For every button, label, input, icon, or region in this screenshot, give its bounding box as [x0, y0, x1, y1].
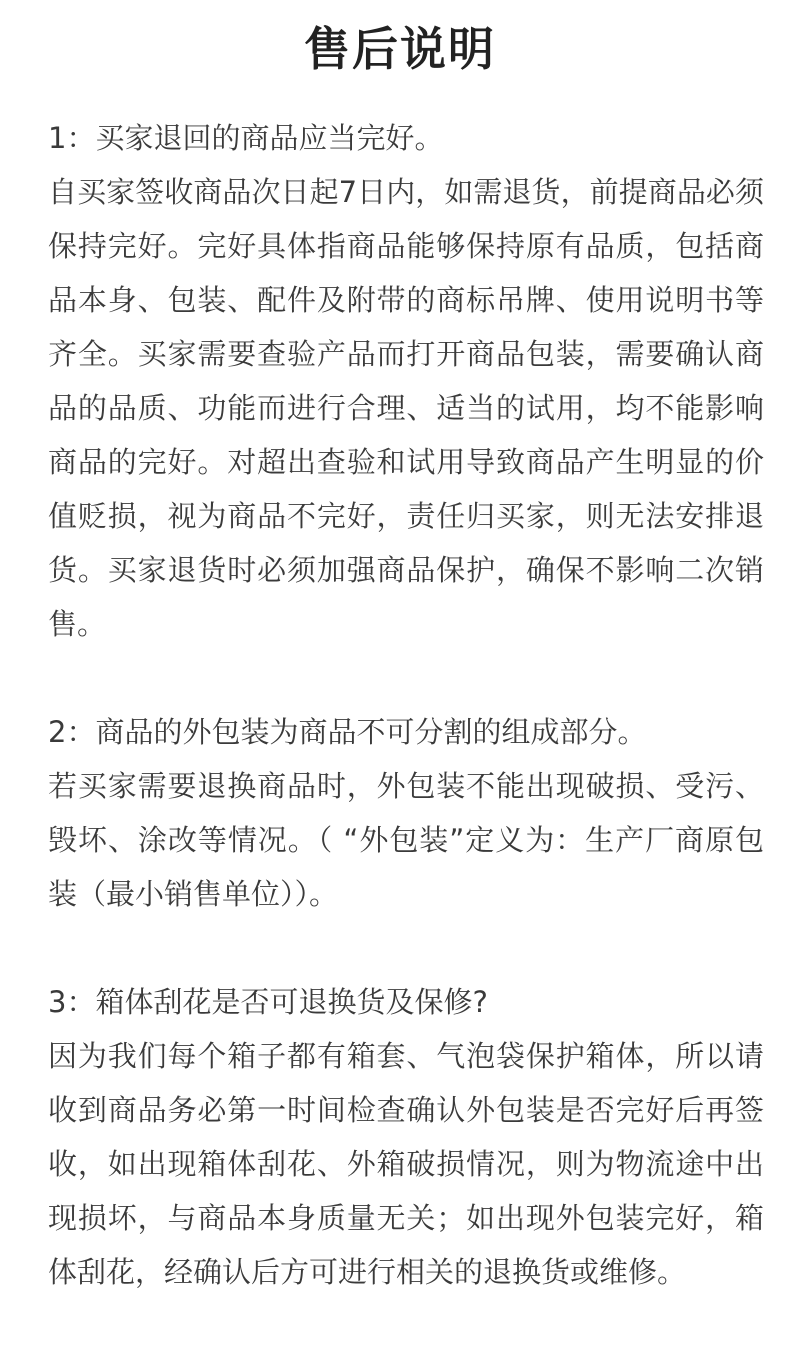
section-body: 自买家签收商品次日起7日内，如需退货，前提商品必须保持完好。完好具体指商品能够保持原有品质，包括商品本身、包装、配件及附带的商标吊牌、使用说明书等齐全。买家需要查验产品而打开商品包装，需要确认商品的品质、功能而进行合理、适当的试用，均不能影响商品的完好。对超出查验和试用导致商品产生明显的价值贬损，视为商品不完好，责任归买家，则无法安排退货。买家退货时必须加强商品保护，确保不影响二次销售。 [48, 175, 764, 641]
section-heading: 2：商品的外包装为商品不可分割的组成部分。 [48, 715, 647, 749]
section-heading: 3：箱体刮花是否可退换货及保修? [48, 985, 488, 1019]
section-body: 因为我们每个箱子都有箱套、气泡袋保护箱体，所以请收到商品务必第一时间检查确认外包装是否完好后再签收，如出现箱体刮花、外箱破损情况，则为物流途中出现损坏，与商品本身质量无关；如出现外包装完好，箱体刮花，经确认后方可进行相关的退换货或维修。 [48, 1039, 764, 1289]
section-heading: 1：买家退回的商品应当完好。 [48, 121, 444, 155]
section-return-condition [48, 111, 764, 651]
section-box-scratches [48, 975, 764, 1299]
section-outer-packaging [48, 705, 764, 921]
page-title: 售后说明 [304, 22, 496, 76]
section-body: 若买家需要退换商品时，外包装不能出现破损、受污、毁坏、涂改等情况。（ “外包装”定义为：生产厂商原包装（最小销售单位））。 [48, 769, 764, 911]
